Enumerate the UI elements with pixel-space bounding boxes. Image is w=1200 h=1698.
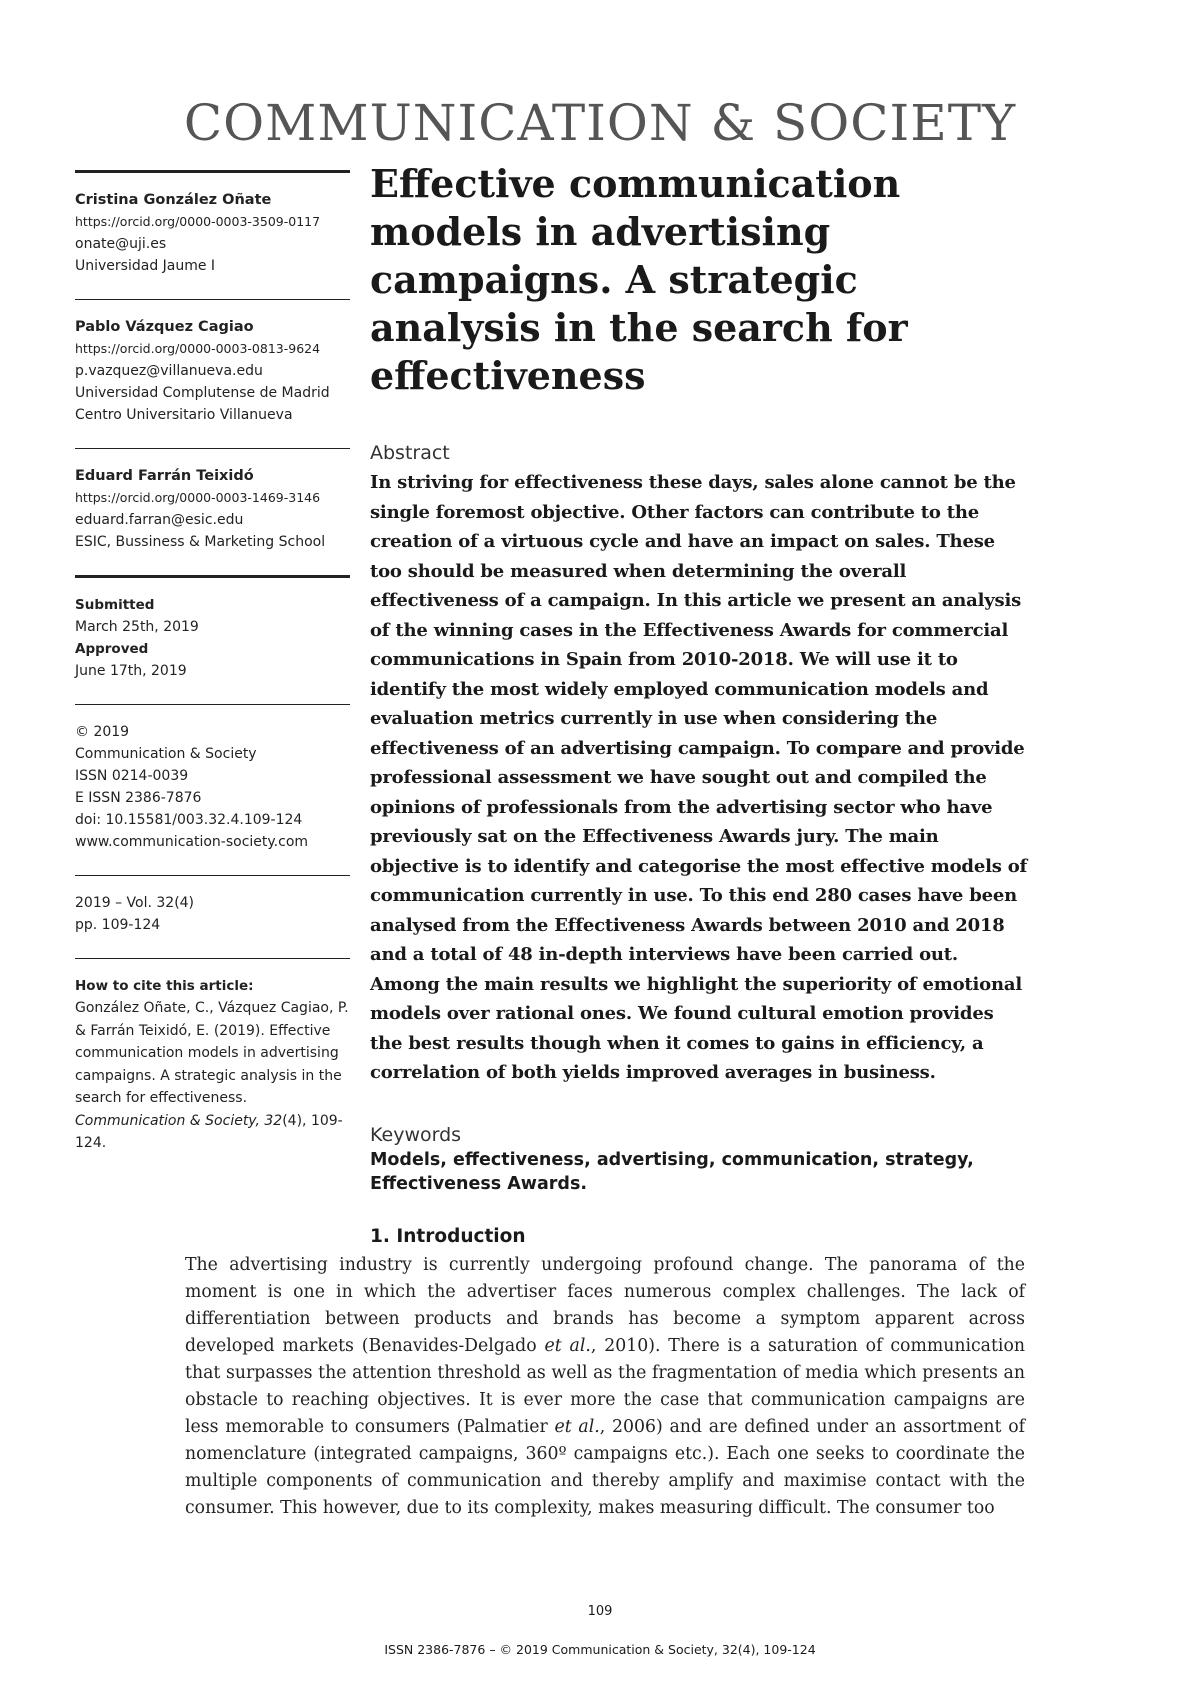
author-block-3 [75, 449, 350, 575]
intro-text-part: , 2010). There is a saturation of communication that surpasses the attention threshold as well as the fragmentation of media which presents an obstacle to reaching objectives. It is ever more the case that communication campaigns are less memorable to consumers (Palmatier [185, 1336, 1025, 1437]
citation-label: How to cite this article: [75, 978, 254, 994]
doi[interactable]: doi: 10.15581/003.32.4.109-124 [75, 812, 303, 828]
orcid-link[interactable]: https://orcid.org/0000-0003-1469-3146 [75, 490, 321, 505]
keywords-text: Models, effectiveness, advertising, communication, strategy, Effectiveness Awards. [370, 1149, 974, 1194]
approved-date: June 17th, 2019 [75, 663, 187, 679]
author-block-1 [75, 173, 350, 299]
approved-label: Approved [75, 641, 149, 657]
citation-body: González Oñate, C., Vázquez Cagiao, P. & Farrán Teixidó, E. (2019). Effective communication models in advertising campaigns. A strategic analysis in the search for effectiveness. [75, 1000, 349, 1106]
author-affiliation: Universidad Complutense de Madrid [75, 385, 330, 401]
abstract-label: Abstract [370, 442, 450, 464]
citation-journal: Communication & Society, 32 [75, 1112, 283, 1129]
intro-italic: et al. [544, 1336, 591, 1356]
paper-title: Effective communication models in advertising campaigns. A strategic analysis in the search for effectiveness [370, 161, 908, 398]
journal-title: COMMUNICATION & SOCIETY [183, 93, 1017, 152]
citation-text [75, 997, 350, 1155]
volume: 2019 – Vol. 32(4) [75, 895, 195, 911]
author-affiliation: Centro Universitario Villanueva [75, 407, 293, 423]
author-name: Eduard Farrán Teixidó [75, 468, 254, 484]
volume-block [75, 876, 350, 958]
introduction-text [185, 1252, 1025, 1522]
main-content [370, 160, 1030, 1196]
author-name: Pablo Vázquez Cagiao [75, 319, 254, 335]
author-email[interactable]: eduard.farran@esic.edu [75, 512, 244, 528]
intro-text-part: , 2006) and are defined under an assortment of nomenclature (integrated campaigns, 360º campaigns etc.). Each one seeks to coordinate the multiple components of communication and thereby amplify and maximise contact with the consumer. This however, due to its complexity, makes measuring difficult. The consumer too [185, 1417, 1025, 1518]
author-affiliation: ESIC, Bussiness & Marketing School [75, 534, 326, 550]
intro-text-part: The advertising industry is currently undergoing profound change. The panorama of the moment is one in which the advertiser faces numerous complex challenges. The lack of differentiation between products and brands has become a symptom apparent across developed markets (Benavides-Delgado [185, 1255, 1025, 1356]
author-name: Cristina González Oñate [75, 192, 272, 208]
website-link[interactable]: www.communication-society.com [75, 834, 309, 850]
pages: pp. 109-124 [75, 917, 161, 933]
author-email[interactable]: p.vazquez@villanueva.edu [75, 363, 263, 379]
intro-italic: et al. [554, 1417, 600, 1437]
author-block-2 [75, 300, 350, 448]
sidebar [75, 170, 350, 1177]
copyright: © 2019 [75, 724, 130, 740]
author-affiliation: Universidad Jaume I [75, 258, 216, 274]
orcid-link[interactable]: https://orcid.org/0000-0003-3509-0117 [75, 214, 321, 229]
submitted-date: March 25th, 2019 [75, 619, 199, 635]
abstract-text: In striving for effectiveness these days, sales alone cannot be the single foremost objective. Other factors can contribute to the creation of a virtuous cycle and have an impact on sales. These too should be measured when determining the overall effectiveness of a campaign. In this article we present an analysis of the winning cases in the Effectiveness Awards for commercial communications in Spain from 2010-2018. We will use it to identify the most widely employed communication models and evaluation metrics currently in use when considering the effectiveness of an advertising campaign. To compare and provide professional assessment we have sought out and compiled the opinions of professionals from the advertising sector who have previously sat on the Effectiveness Awards jury. The main objective is to identify and categorise the most effective models of communication currently in use. To this end 280 cases have been analysed from the Effectiveness Awards between 2010 and 2018 and a total of 48 in-depth interviews have been carried out. Among the main results we highlight the superiority of emotional models over rational ones. We found cultural emotion provides the best results though when it comes to gains in efficiency, a correlation of both yields improved averages in business. [370, 472, 1028, 1083]
journal-name: Communication & Society [75, 746, 257, 762]
eissn: E ISSN 2386-7876 [75, 790, 202, 806]
orcid-link[interactable]: https://orcid.org/0000-0003-0813-9624 [75, 341, 321, 356]
introduction-heading: 1. Introduction [370, 1226, 526, 1247]
submitted-label: Submitted [75, 597, 155, 613]
issn: ISSN 0214-0039 [75, 768, 189, 784]
page-number: 109 [587, 1604, 613, 1619]
footer-issn: ISSN 2386-7876 – © 2019 Communication & Society, 32(4), 109-124 [384, 1642, 816, 1657]
citation-block [75, 959, 350, 1177]
keywords-label: Keywords [370, 1123, 462, 1146]
publication-block [75, 705, 350, 875]
author-email[interactable]: onate@uji.es [75, 236, 167, 252]
dates-block [75, 578, 350, 704]
citation-pages: (4), 109-124. [75, 1112, 343, 1151]
